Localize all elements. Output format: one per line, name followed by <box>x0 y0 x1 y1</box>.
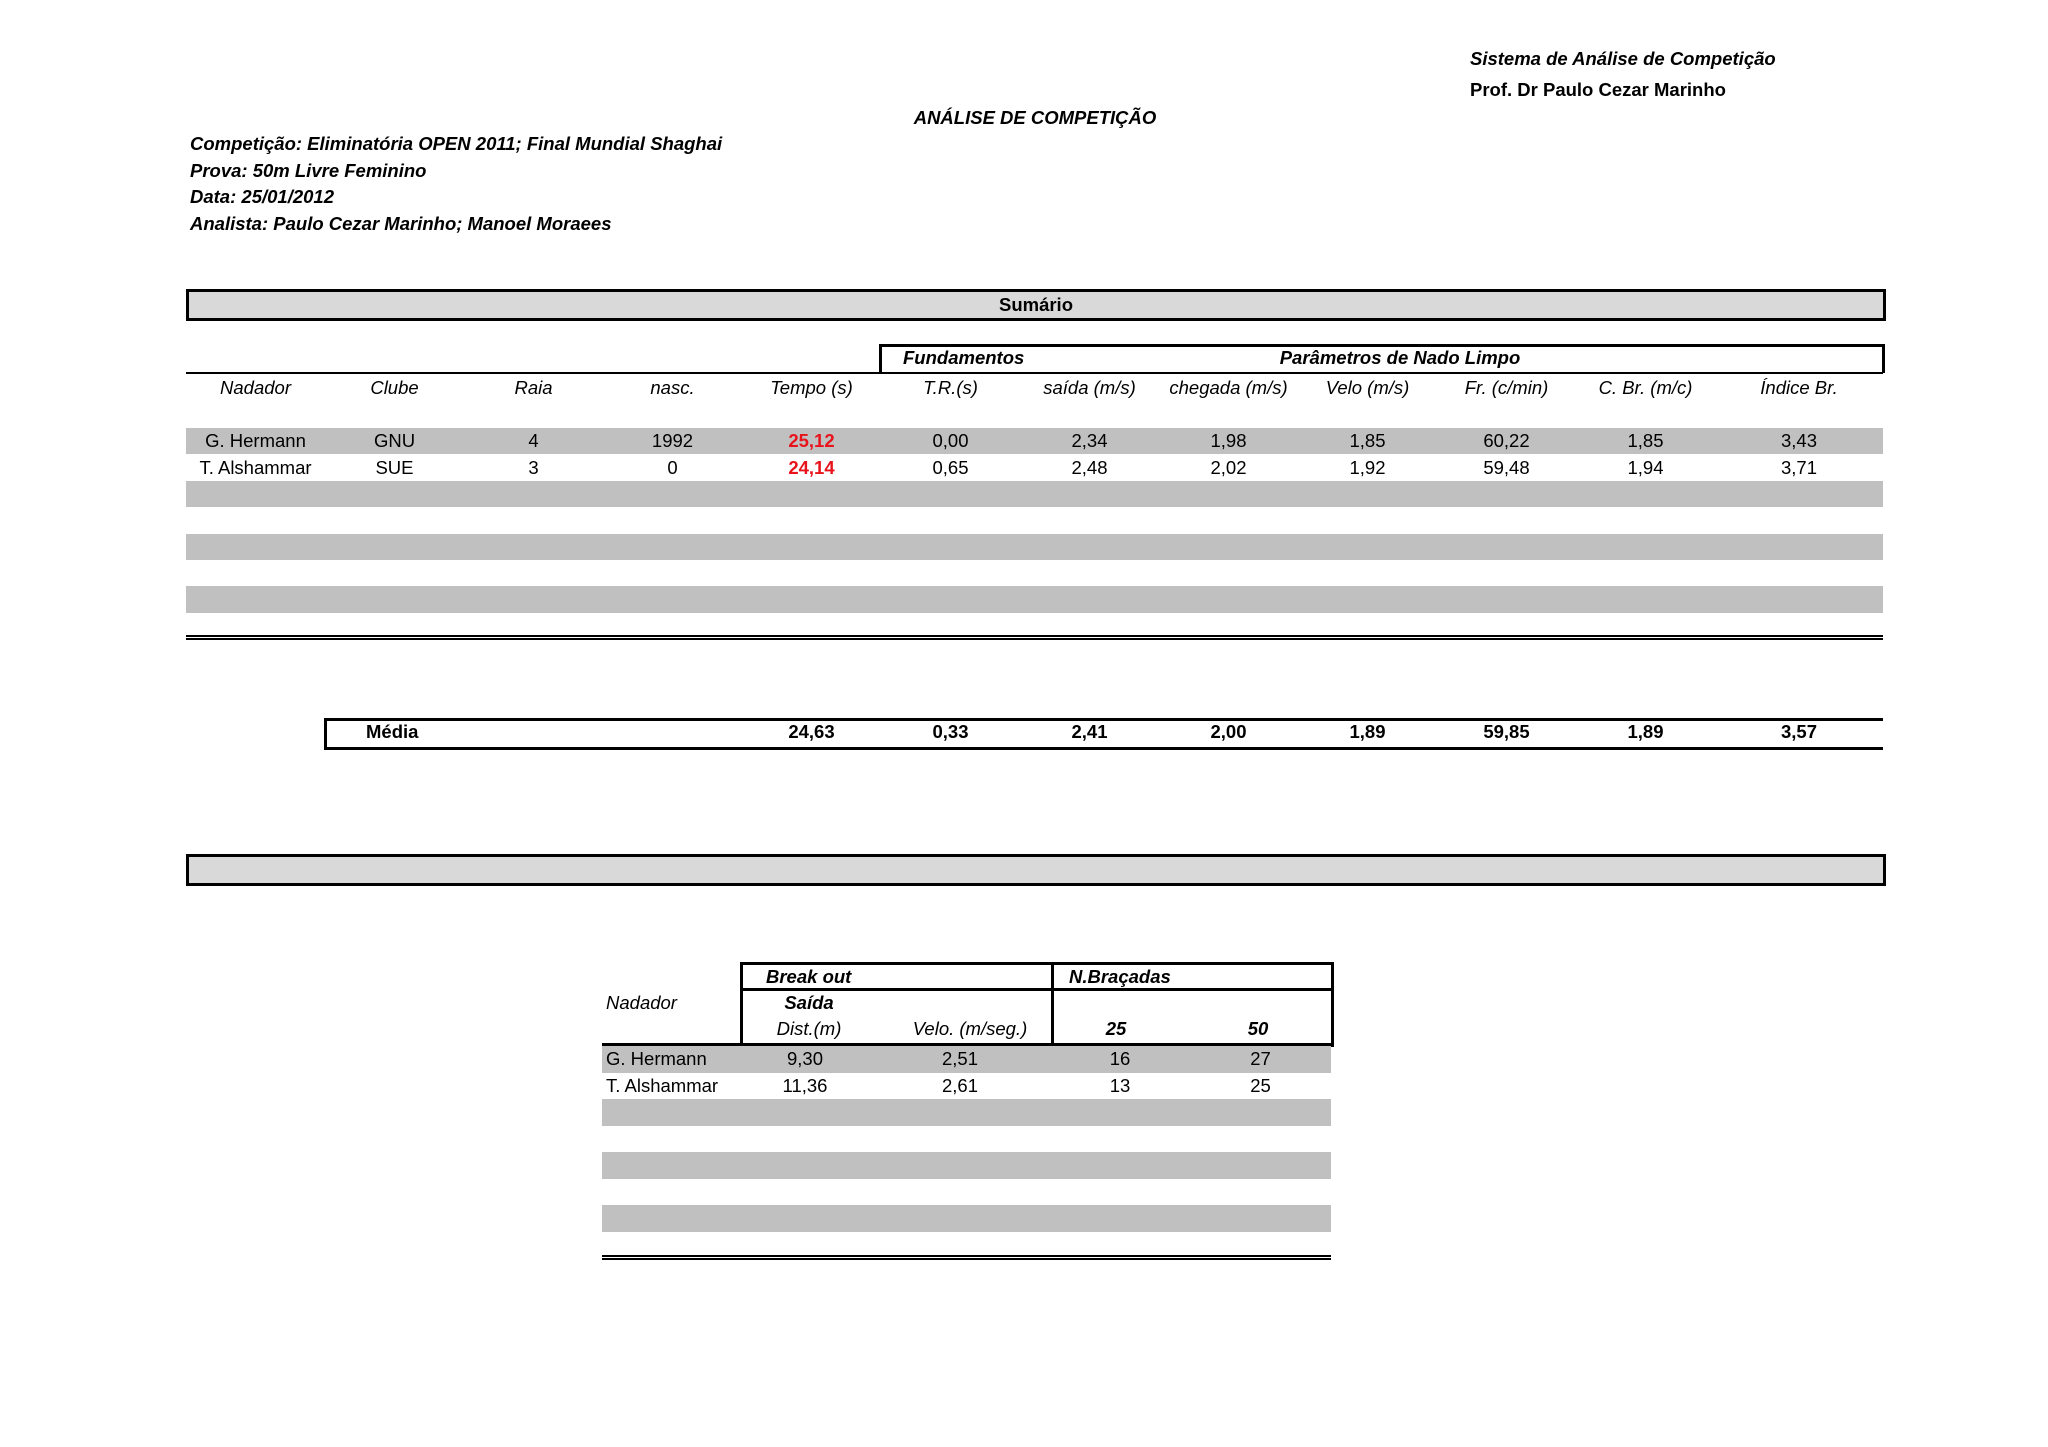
col-header: Raia <box>514 377 553 398</box>
col-header: Índice Br. <box>1760 377 1838 398</box>
cell-nadador: T. Alshammar <box>199 456 312 478</box>
average-label: Média <box>366 721 419 742</box>
cell-fr: 59,48 <box>1483 456 1530 478</box>
col-header: saída (m/s) <box>1043 377 1136 398</box>
table-row <box>186 454 1883 480</box>
summary-title-bar <box>186 289 1886 321</box>
system-title: Sistema de Análise de Competição <box>1470 48 1776 69</box>
summary-title: Sumário <box>998 294 1074 315</box>
bo-cell-velo: 2,61 <box>941 1074 978 1096</box>
cell-tr: 0,00 <box>932 430 969 452</box>
bo-cell-dist: 9,30 <box>786 1048 823 1070</box>
table-row <box>602 1073 1331 1100</box>
average-fr: 59,85 <box>1483 721 1530 742</box>
breakout-col-velo: Velo. (m/seg.) <box>912 1018 1028 1039</box>
bo-cell-50: 27 <box>1250 1048 1271 1070</box>
breakout-col-dist: Dist.(m) <box>776 1018 842 1039</box>
bo-cell-dist: 11,36 <box>782 1074 828 1096</box>
average-chegada: 2,00 <box>1210 721 1247 742</box>
bo-cell-velo: 2,51 <box>941 1048 978 1070</box>
cell-indice: 3,71 <box>1780 456 1817 478</box>
meta-event: Prova: 50m Livre Feminino <box>190 160 427 181</box>
cell-tr: 0,65 <box>932 456 969 478</box>
group-parametros: Parâmetros de Nado Limpo <box>1279 347 1521 368</box>
cell-clube: SUE <box>375 456 414 478</box>
cell-fr: 60,22 <box>1483 430 1530 452</box>
group-fundamentos: Fundamentos <box>903 347 1025 368</box>
cell-cbr: 1,94 <box>1627 456 1664 478</box>
meta-competition: Competição: Eliminatória OPEN 2011; Final Mundial Shaghai <box>190 133 723 154</box>
bo-cell-25: 13 <box>1109 1074 1131 1096</box>
breakout-table <box>602 1046 1331 1232</box>
average-tempo: 24,63 <box>788 721 835 742</box>
col-header: C. Br. (m/c) <box>1598 377 1693 398</box>
bracadas-group-label: N.Braçadas <box>1069 966 1171 987</box>
breakout-double-border <box>602 1255 1331 1260</box>
cell-cbr: 1,85 <box>1627 430 1664 452</box>
average-indice: 3,57 <box>1780 721 1817 742</box>
meta-date: Data: 25/01/2012 <box>190 186 334 207</box>
table-row <box>602 1046 1331 1073</box>
col-header: T.R.(s) <box>923 377 978 398</box>
system-author: Prof. Dr Paulo Cezar Marinho <box>1470 79 1726 100</box>
table-row <box>186 428 1883 454</box>
bracadas-col-25: 25 <box>1105 1018 1127 1039</box>
empty-row <box>602 1152 1331 1179</box>
cell-saida: 2,34 <box>1071 430 1108 452</box>
breakout-group-label: Break out <box>766 966 852 987</box>
col-header: Clube <box>370 377 419 398</box>
empty-section-bar <box>186 854 1886 886</box>
breakout-sub-saida: Saída <box>784 992 834 1013</box>
col-header: Nadador <box>220 377 291 398</box>
spacer-row <box>186 402 1883 428</box>
cell-nadador: G. Hermann <box>205 430 306 452</box>
col-header: nasc. <box>650 377 695 398</box>
cell-raia: 3 <box>528 456 539 478</box>
cell-nasc: 0 <box>667 456 678 478</box>
cell-tempo: 24,14 <box>788 456 835 478</box>
breakout-col-nadador: Nadador <box>606 992 677 1013</box>
empty-row <box>186 481 1883 507</box>
cell-velo: 1,85 <box>1349 430 1386 452</box>
bo-cell-nadador: T. Alshammar <box>606 1074 719 1096</box>
empty-row <box>602 1126 1331 1153</box>
meta-analyst: Analista: Paulo Cezar Marinho; Manoel Moraees <box>190 213 612 234</box>
table-double-border <box>186 635 1883 640</box>
col-header: Tempo (s) <box>770 377 853 398</box>
summary-table <box>186 374 1883 613</box>
cell-raia: 4 <box>528 430 539 452</box>
cell-velo: 1,92 <box>1349 456 1386 478</box>
page-title: ANÁLISE DE COMPETIÇÃO <box>913 107 1157 128</box>
empty-row <box>602 1099 1331 1126</box>
average-velo: 1,89 <box>1349 721 1386 742</box>
empty-row <box>602 1179 1331 1206</box>
empty-row <box>186 534 1883 560</box>
average-saida: 2,41 <box>1071 721 1108 742</box>
cell-clube: GNU <box>373 430 416 452</box>
empty-row <box>602 1205 1331 1232</box>
cell-saida: 2,48 <box>1071 456 1108 478</box>
cell-tempo: 25,12 <box>788 430 835 452</box>
col-header: Fr. (c/min) <box>1464 377 1549 398</box>
cell-indice: 3,43 <box>1780 430 1817 452</box>
cell-chegada: 2,02 <box>1210 456 1247 478</box>
empty-row <box>186 507 1883 533</box>
empty-row <box>186 586 1883 612</box>
average-cbr: 1,89 <box>1627 721 1664 742</box>
cell-chegada: 1,98 <box>1210 430 1247 452</box>
bo-cell-nadador: G. Hermann <box>606 1048 707 1070</box>
summary-header-row <box>186 374 1883 402</box>
col-header: chegada (m/s) <box>1169 377 1288 398</box>
bracadas-col-50: 50 <box>1247 1018 1269 1039</box>
cell-nasc: 1992 <box>651 430 694 452</box>
average-tr: 0,33 <box>932 721 969 742</box>
empty-row <box>186 560 1883 586</box>
bo-cell-50: 25 <box>1250 1074 1271 1096</box>
bo-cell-25: 16 <box>1109 1048 1131 1070</box>
col-header: Velo (m/s) <box>1325 377 1410 398</box>
